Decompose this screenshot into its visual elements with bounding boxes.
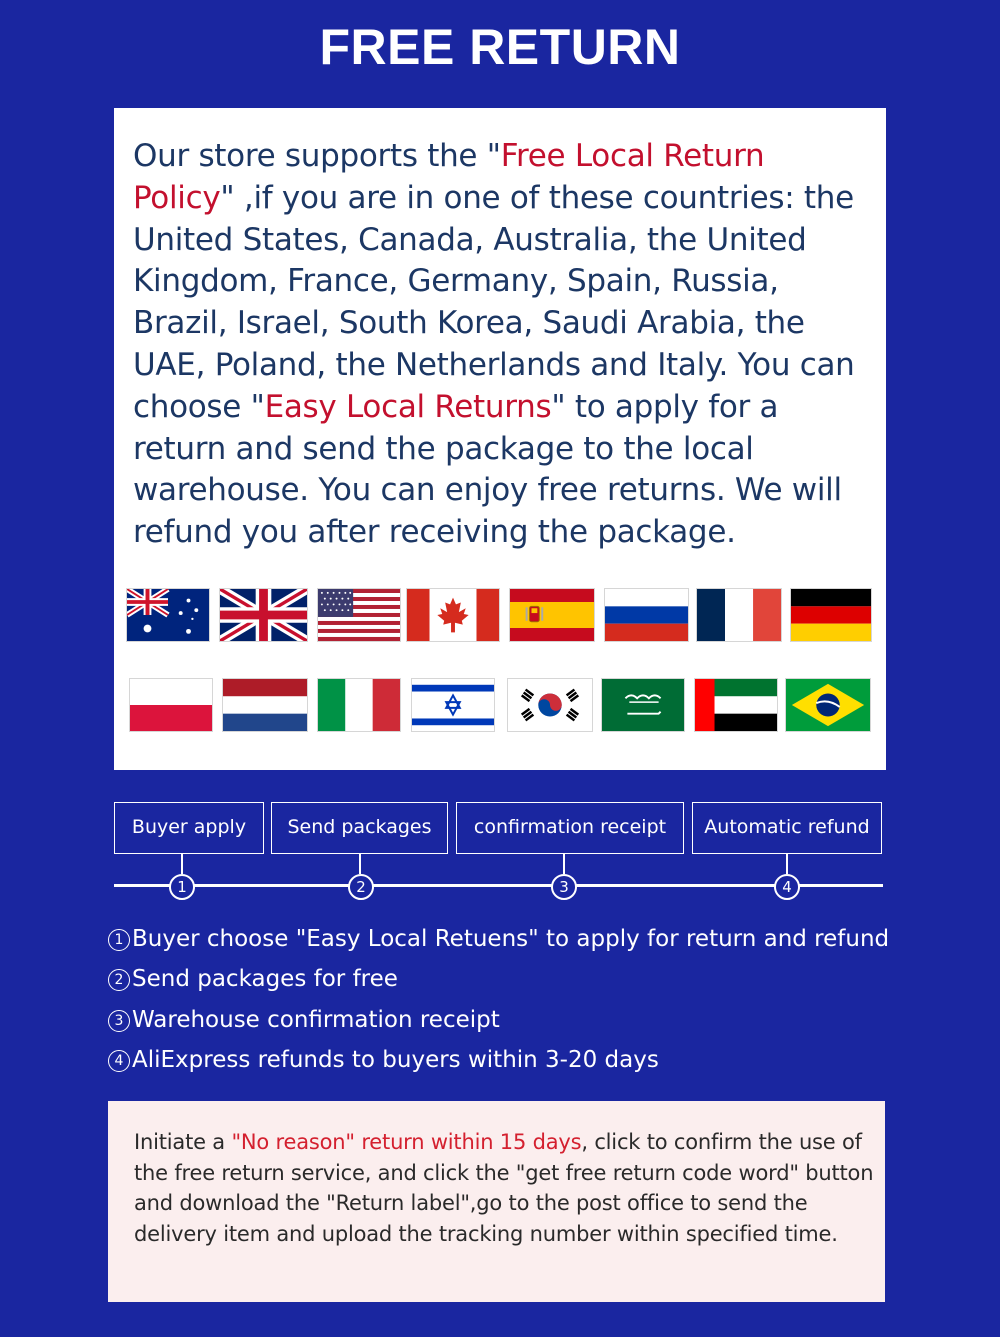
policy-info-box — [114, 108, 886, 770]
poland-flag-icon — [129, 678, 213, 732]
step-connector — [359, 854, 361, 874]
note-text: Buyer choose "Easy Local Retuens" to apply for return and refund — [132, 926, 890, 952]
step-number-3: 3 — [551, 874, 577, 900]
step-buyer-apply: Buyer apply — [114, 802, 264, 854]
note-text: Send packages for free — [132, 966, 398, 992]
note-number: 3 — [108, 1010, 130, 1032]
page-title: FREE RETURN — [319, 19, 681, 75]
note-line-2 — [108, 966, 398, 992]
step-number-4: 4 — [774, 874, 800, 900]
terms-rest: , click to confirm the use of the free return service, and click the "get free return code word" button and download the "Return label",go to the post office to send the delivery item and upload the tracking number within specified time. — [134, 1130, 874, 1246]
no-reason-return-highlight: "No reason" return within 15 days — [231, 1130, 582, 1154]
free-local-return-policy-highlight: Free Local Return Policy — [133, 138, 765, 216]
step-connector — [563, 854, 565, 874]
australia-flag-icon — [126, 588, 210, 642]
note-number: 1 — [108, 929, 130, 951]
step-connector — [786, 854, 788, 874]
intro-text-3: " to apply for a return and send the package to the local warehouse. You can enjoy free returns. We will refund you after receiving the package. — [133, 388, 842, 551]
return-terms-box — [108, 1101, 885, 1302]
note-number: 4 — [108, 1050, 130, 1072]
note-line-1 — [108, 926, 889, 952]
intro-text-2: " ,if you are in one of these countries: the United States, Canada, Australia, the United Kingdom, France, Germany, Spain, Russia, Brazil, Israel, South Korea, Saudi Arabia, the UAE, Poland, the Netherlands and Italy. You can choose " — [133, 179, 855, 425]
germany-flag-icon — [790, 588, 872, 642]
intro-text-1: Our store supports the " — [133, 138, 501, 174]
note-line-4 — [108, 1047, 659, 1073]
netherlands-flag-icon — [222, 678, 308, 732]
canada-flag-icon — [406, 588, 500, 642]
note-number: 2 — [108, 969, 130, 991]
return-terms-text — [134, 1127, 874, 1249]
note-line-3 — [108, 1007, 500, 1033]
note-text: Warehouse confirmation receipt — [132, 1007, 500, 1033]
terms-prefix: Initiate a — [134, 1130, 232, 1154]
russia-flag-icon — [604, 588, 689, 642]
note-text: AliExpress refunds to buyers within 3-20 days — [132, 1047, 659, 1073]
step-automatic-refund: Automatic refund — [692, 802, 882, 854]
spain-flag-icon — [509, 588, 595, 642]
easy-local-returns-highlight: Easy Local Returns — [264, 388, 552, 425]
italy-flag-icon — [317, 678, 401, 732]
uk-flag-icon — [219, 588, 308, 642]
south-korea-flag-icon — [507, 678, 593, 732]
usa-flag-icon — [317, 588, 401, 642]
israel-flag-icon — [411, 678, 495, 732]
brazil-flag-icon — [785, 678, 871, 732]
step-confirmation-receipt: confirmation receipt — [456, 802, 684, 854]
step-send-packages: Send packages — [271, 802, 448, 854]
step-connector — [181, 854, 183, 874]
process-timeline — [114, 884, 883, 887]
france-flag-icon — [696, 588, 782, 642]
step-number-1: 1 — [169, 874, 195, 900]
saudi-arabia-flag-icon — [601, 678, 685, 732]
uae-flag-icon — [694, 678, 778, 732]
policy-description — [133, 136, 873, 554]
step-number-2: 2 — [348, 874, 374, 900]
